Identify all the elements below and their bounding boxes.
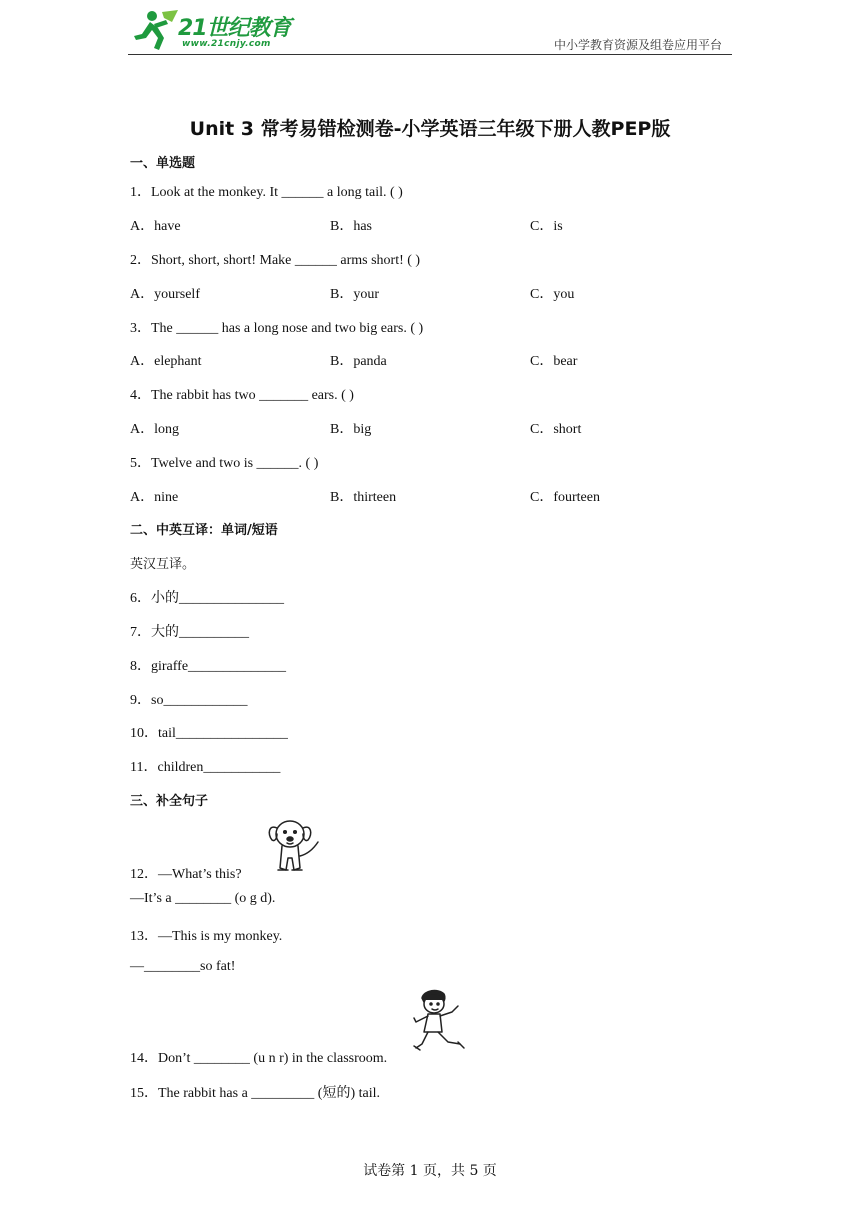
translate-item-11[interactable]: 11．children___________ (130, 760, 281, 775)
question-12-answer[interactable]: —It’s a ________ (o g d). (130, 891, 276, 906)
q4-option-c[interactable]: C．short (530, 422, 582, 437)
translate-item-7[interactable]: 7．大的__________ (130, 625, 249, 640)
translate-item-9[interactable]: 9．so____________ (130, 693, 248, 708)
section-heading-translation: 二、中英互译：单词/短语 (130, 523, 278, 538)
translate-item-6[interactable]: 6．小的_______________ (130, 591, 284, 606)
question-15[interactable]: 15．The rabbit has a _________ (短的) tail. (130, 1086, 381, 1101)
q4-option-a[interactable]: A．long (130, 422, 179, 437)
q3-option-b[interactable]: B．panda (330, 354, 387, 369)
question-4: 4．The rabbit has two _______ ears. ( ) (130, 388, 354, 403)
page-footer: 试卷第 1 页，共 5 页 (363, 1163, 497, 1179)
q2-option-a[interactable]: A．yourself (130, 287, 200, 302)
q1-option-a[interactable]: A．have (130, 219, 181, 234)
q2-option-c[interactable]: C．you (530, 287, 575, 302)
q5-option-c[interactable]: C．fourteen (530, 490, 600, 505)
logo-url: www.21cnjy.com (182, 39, 271, 49)
q5-option-b[interactable]: B．thirteen (330, 490, 397, 505)
dog-illustration-icon (264, 812, 324, 878)
page-title: Unit 3 常考易错检测卷-小学英语三年级下册人教PEP版 (189, 118, 671, 140)
header-divider (128, 54, 732, 55)
question-2: 2．Short, short, short! Make ______ arms short! ( ) (130, 253, 421, 268)
platform-name: 中小学教育资源及组卷应用平台 (553, 38, 722, 52)
q3-option-a[interactable]: A．elephant (130, 354, 202, 369)
q2-option-b[interactable]: B．your (330, 287, 379, 302)
runner-logo-icon (132, 8, 180, 52)
q1-option-c[interactable]: C．is (530, 219, 563, 234)
question-13: 13．—This is my monkey. (130, 929, 283, 944)
question-12: 12．—What’s this? (130, 867, 242, 882)
question-3: 3．The ______ has a long nose and two big ears. ( ) (130, 321, 424, 336)
section-heading-complete-sentences: 三、补全句子 (130, 794, 209, 809)
question-1: 1．Look at the monkey. It ______ a long tail. ( ) (130, 185, 403, 200)
logo-text: 21世纪教育 (178, 16, 291, 41)
q1-option-b[interactable]: B．has (330, 219, 372, 234)
question-14[interactable]: 14．Don’t ________ (u n r) in the classroom. (130, 1051, 388, 1066)
q3-option-c[interactable]: C．bear (530, 354, 578, 369)
question-13-answer[interactable]: —________so fat! (130, 959, 236, 974)
site-logo (132, 8, 302, 52)
section-heading-single-choice: 一、单选题 (130, 156, 196, 171)
running-boy-illustration-icon (412, 988, 468, 1056)
translate-item-10[interactable]: 10．tail________________ (130, 726, 288, 741)
translation-instruction: 英汉互译。 (130, 557, 196, 572)
question-5: 5．Twelve and two is ______. ( ) (130, 456, 319, 471)
q5-option-a[interactable]: A．nine (130, 490, 179, 505)
translate-item-8[interactable]: 8．giraffe______________ (130, 659, 287, 674)
q4-option-b[interactable]: B．big (330, 422, 372, 437)
